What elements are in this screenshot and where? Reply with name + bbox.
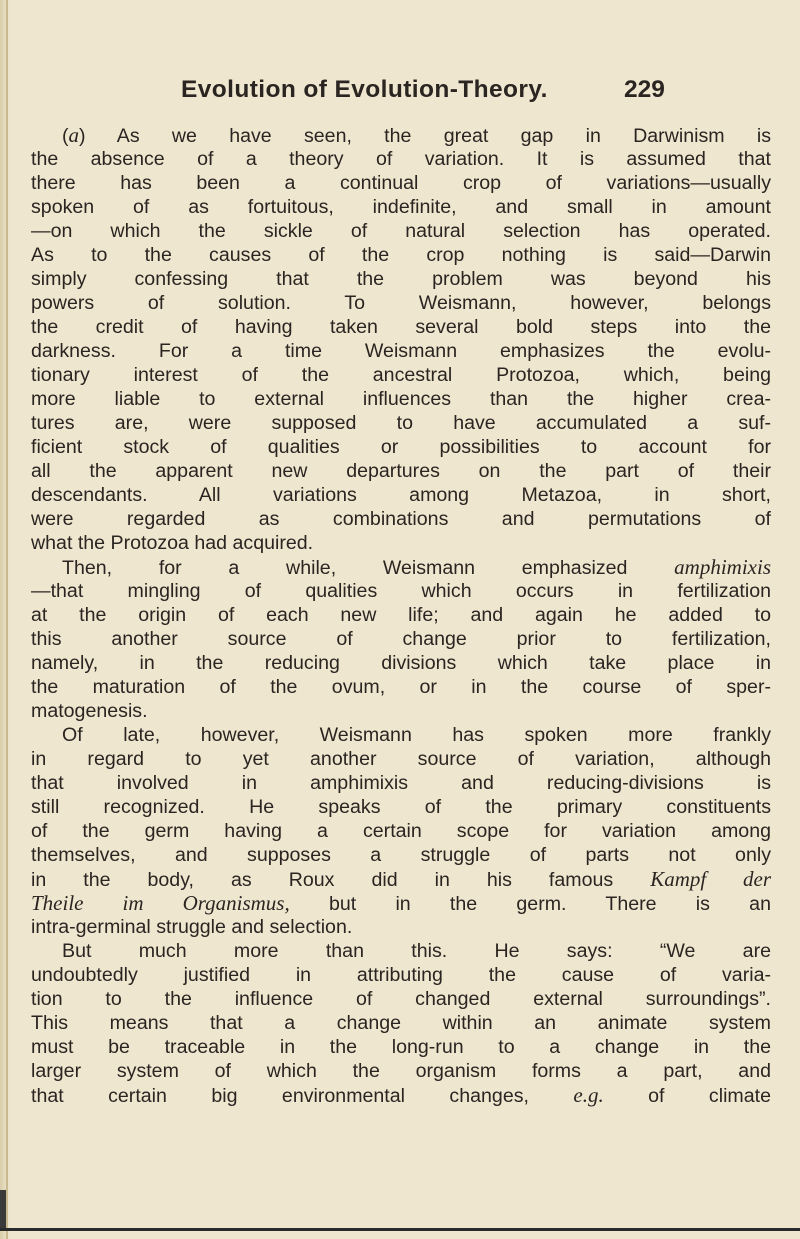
text-line: matogenesis.	[31, 700, 148, 722]
text-line: what the Protozoa had acquired.	[31, 532, 314, 554]
text-line: This means that a change within an animate system	[31, 1012, 771, 1034]
text-line: must be traceable in the long-run to a change in the	[31, 1036, 771, 1058]
text-line: tionary interest of the ancestral Protozoa, which, being	[31, 364, 771, 386]
text-line: descendants. All variations among Metazoa, in short,	[31, 484, 771, 506]
text-line: the credit of having taken several bold steps into the	[31, 316, 771, 338]
text-line: tures are, were supposed to have accumulated a suf-	[31, 412, 771, 434]
text-line: Then, for a while, Weismann emphasized amphimixis	[62, 555, 771, 579]
text-line: there has been a continual crop of variations—usually	[31, 172, 771, 194]
text-line: —that mingling of qualities which occurs in fertilization	[31, 580, 771, 602]
text-line: the absence of a theory of variation. It is assumed that	[31, 148, 771, 170]
text-line: —on which the sickle of natural selection has operated.	[31, 220, 771, 242]
text-line: intra-germinal struggle and selection.	[31, 916, 353, 938]
text-line: still recognized. He speaks of the primary constituents	[31, 796, 771, 818]
text-line: spoken of as fortuitous, indefinite, and small in amount	[31, 196, 771, 218]
text-line: that involved in amphimixis and reducing-divisions is	[31, 772, 771, 794]
text-line: powers of solution. To Weismann, however, belongs	[31, 292, 771, 314]
running-header	[0, 76, 800, 116]
text-line: As to the causes of the crop nothing is said—Darwin	[31, 244, 771, 266]
text-line: simply confessing that the problem was beyond his	[31, 268, 771, 290]
text-line: that certain big environmental changes, e.g. of climate	[31, 1083, 771, 1107]
running-title: Evolution of Evolution-Theory.	[181, 76, 548, 103]
text-line: themselves, and supposes a struggle of parts not only	[31, 844, 771, 866]
page-edge-mark	[0, 1190, 6, 1230]
text-line: Theile im Organismus, but in the germ. There is an	[31, 891, 771, 915]
text-line: in the body, as Roux did in his famous Kampf der	[31, 867, 772, 891]
text-line: ficient stock of qualities or possibilities to account for	[31, 436, 771, 458]
text-line: But much more than this. He says: “We are	[62, 940, 771, 962]
body-text	[31, 123, 771, 1107]
text-line: this another source of change prior to fertilization,	[31, 628, 771, 650]
text-line: namely, in the reducing divisions which take place in	[31, 652, 771, 674]
text-line: in regard to yet another source of variation, although	[31, 748, 771, 770]
text-line: at the origin of each new life; and again he added to	[31, 604, 771, 626]
text-line: all the apparent new departures on the part of their	[31, 460, 771, 482]
text-line: of the germ having a certain scope for variation among	[31, 820, 771, 842]
text-line: undoubtedly justified in attributing the cause of varia-	[31, 964, 771, 986]
page-gutter-line	[6, 0, 8, 1239]
page-bottom-rule	[0, 1228, 800, 1231]
text-line: were regarded as combinations and permutations of	[31, 508, 771, 530]
text-line: the maturation of the ovum, or in the course of sper-	[31, 676, 771, 698]
text-line: (a) As we have seen, the great gap in Darwinism is	[62, 123, 771, 147]
text-line: tion to the influence of changed external surroundings”.	[31, 988, 771, 1010]
text-line: Of late, however, Weismann has spoken more frankly	[62, 724, 771, 746]
text-line: darkness. For a time Weismann emphasizes the evolu-	[31, 340, 771, 362]
text-line: more liable to external influences than the higher crea-	[31, 388, 771, 410]
text-line: larger system of which the organism forms a part, and	[31, 1060, 771, 1082]
page-gutter-shadow	[0, 0, 10, 1239]
page-number: 229	[624, 76, 665, 103]
